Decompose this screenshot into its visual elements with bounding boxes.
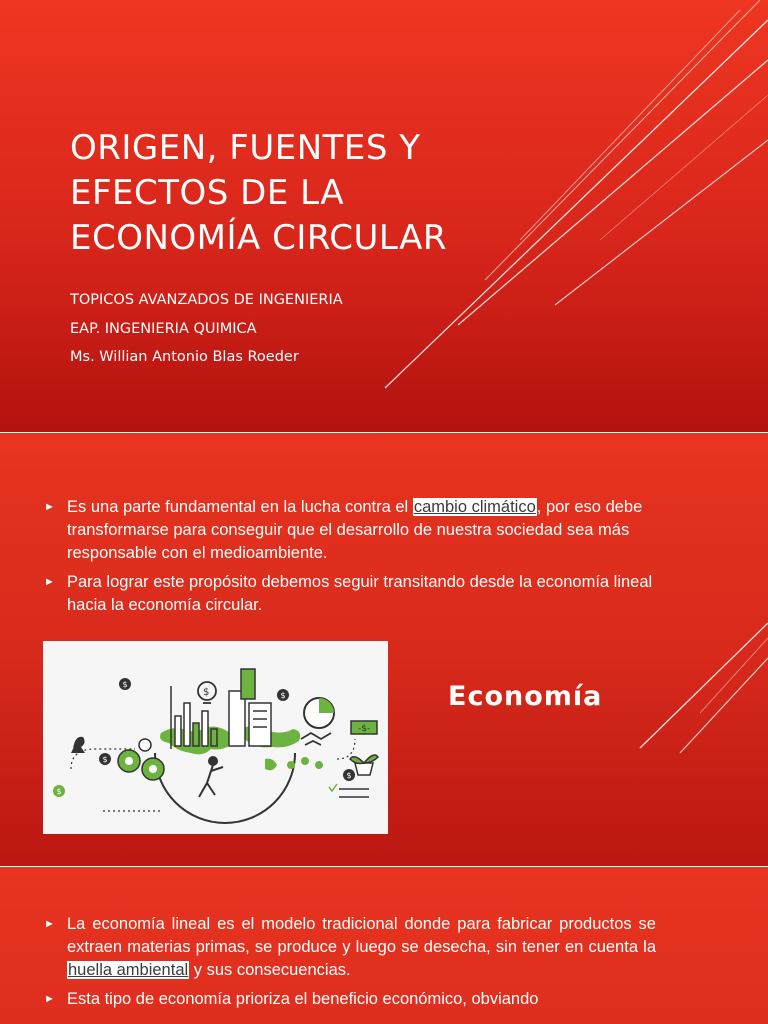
svg-text:$: $ bbox=[203, 687, 210, 698]
svg-text:$: $ bbox=[56, 787, 62, 796]
person-icon bbox=[199, 757, 223, 797]
svg-text:$: $ bbox=[102, 755, 108, 764]
bullet-list bbox=[44, 913, 656, 1017]
title-line: ORIGEN, FUENTES Y bbox=[70, 128, 421, 168]
circular-economy-illustration bbox=[43, 641, 388, 834]
content-slide-linear-economy bbox=[0, 867, 768, 1024]
illustration-art bbox=[43, 641, 388, 834]
pie-chart-icon bbox=[304, 698, 334, 728]
bullet-list bbox=[44, 496, 656, 623]
svg-text:$: $ bbox=[280, 691, 286, 700]
title-slide bbox=[0, 0, 768, 432]
building-icon bbox=[229, 669, 271, 746]
link-huella-ambiental[interactable]: huella ambiental bbox=[68, 961, 189, 979]
svg-text:$: $ bbox=[346, 771, 352, 780]
bullet-item bbox=[44, 913, 656, 982]
chess-knight-icon bbox=[71, 737, 85, 753]
title-line: ECONOMÍA CIRCULAR bbox=[70, 218, 448, 258]
bullet-text: , por eso debe transformarse para conseguir que el desarrollo de nuestra sociedad sea más responsable con el medioambiente. bbox=[67, 498, 643, 562]
author-name: Ms. Willian Antonio Blas Roeder bbox=[70, 349, 299, 365]
banknote-icon bbox=[351, 721, 377, 734]
plant-icon bbox=[350, 755, 378, 775]
bullet-text: y sus consecuencias. bbox=[189, 961, 351, 979]
link-cambio-climatico[interactable]: cambio climático bbox=[413, 498, 536, 516]
bullet-arrow-icon: ► bbox=[44, 993, 55, 1005]
bullet-arrow-icon: ► bbox=[44, 576, 55, 588]
course-name: TOPICOS AVANZADOS DE INGENIERIA bbox=[70, 292, 343, 308]
handshake-icon bbox=[301, 733, 331, 745]
bullet-item bbox=[44, 988, 656, 1011]
svg-text:$: $ bbox=[122, 680, 128, 689]
svg-text:-$-: -$- bbox=[358, 724, 371, 734]
bullet-arrow-icon: ► bbox=[44, 501, 55, 513]
bullet-text: Para lograr este propósito debemos seguir transitando desde la economía lineal hacia la economía circular. bbox=[67, 573, 653, 614]
bullet-item bbox=[44, 571, 656, 617]
gear-icon bbox=[118, 739, 164, 780]
section-heading: Economía bbox=[448, 681, 603, 712]
content-slide-circular-economy bbox=[0, 433, 768, 866]
bullet-item bbox=[44, 496, 656, 565]
bullet-text: Es una parte fundamental en la lucha contra el bbox=[67, 498, 413, 516]
bullet-text: Esta tipo de economía prioriza el beneficio económico, obviando bbox=[67, 990, 539, 1008]
lightbulb-icon bbox=[198, 682, 216, 703]
bullet-arrow-icon: ► bbox=[44, 918, 55, 930]
title-line: EFECTOS DE LA bbox=[70, 173, 345, 213]
school-name: EAP. INGENIERIA QUIMICA bbox=[70, 321, 257, 337]
checklist-icon bbox=[329, 784, 369, 797]
slide-title bbox=[70, 126, 447, 261]
bullet-text: La economía lineal es el modelo tradicional donde para fabricar productos se extraen materias primas, se produce y luego se desecha, sin tener en cuenta la bbox=[67, 915, 656, 956]
